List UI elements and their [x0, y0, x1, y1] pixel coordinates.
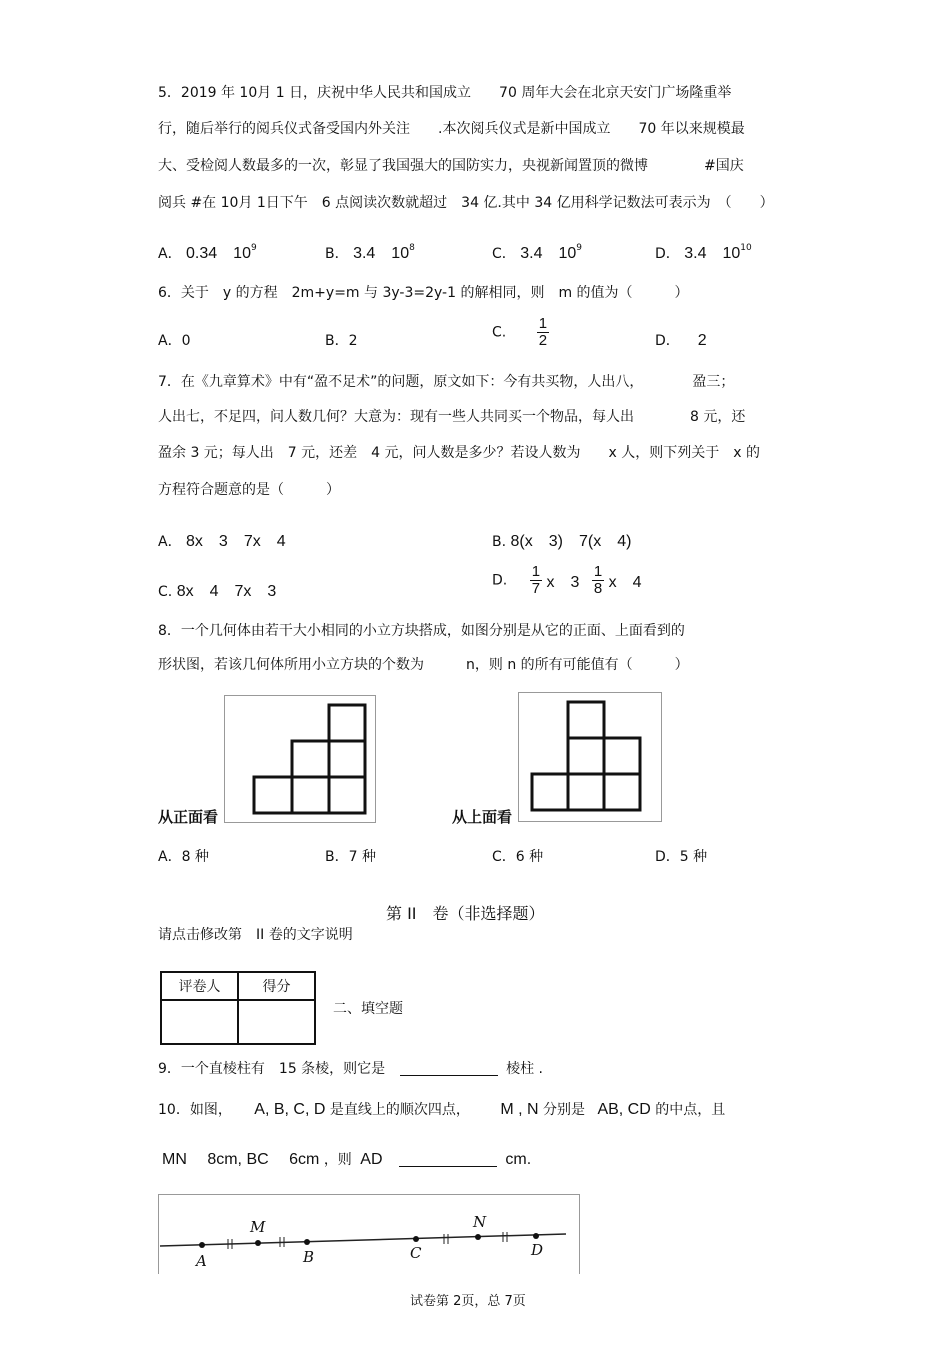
q7-option-c: C. 8x 4 7x 3 — [158, 583, 277, 600]
q8-line1: 8．一个几何体由若干大小相同的小立方块搭成，如图分别是从它的正面、上面看到的 — [158, 623, 685, 639]
top-view-label: 从上面看 — [452, 808, 513, 826]
point-n-label: N — [473, 1213, 487, 1231]
q7-line1: 7．在《九章算术》中有“盈不足术”的问题，原文如下：今有共买物，人出八， 盈三； — [158, 374, 735, 390]
q8-line2: 形状图，若该几何体所用小立方块的个数为 n，则 n 的所有可能值有（ ） — [158, 657, 689, 673]
section-note: 请点击修改第 II 卷的文字说明 — [158, 927, 353, 943]
q8-option-a: A．8 种 — [158, 849, 209, 865]
top-view-figure — [518, 692, 662, 822]
score-table-grader-header: 评卷人 — [161, 972, 238, 1000]
q9-blank — [400, 1075, 498, 1076]
point-b-label: B — [303, 1248, 315, 1266]
q7-line3: 盈余 3 元；每人出 7 元，还差 4 元，问人数是多少？若设人数为 x 人，则下列关于 x 的 — [158, 445, 760, 461]
q5-line2: 行，随后举行的阅兵仪式备受国内外关注 .本次阅兵仪式是新中国成立 70 年以来规模最 — [158, 121, 745, 137]
score-table-grader-cell — [161, 1000, 238, 1044]
score-table-score-header: 得分 — [238, 972, 315, 1000]
q5-line1: 5．2019 年 10月 1 日，庆祝中华人民共和国成立 70 周年大会在北京天安门广场隆重举 — [158, 85, 732, 101]
front-view-figure — [224, 695, 376, 823]
page-footer: 试卷第 2页，总 7页 — [410, 1294, 526, 1309]
q5-line3: 大、受检阅人数最多的一次，彰显了我国强大的国防实力，央视新闻置顶的微博 #国庆 — [158, 158, 744, 174]
q10-line-figure — [158, 1194, 580, 1274]
point-a-label: A — [196, 1252, 207, 1270]
section-title: 第 II 卷（非选择题） — [386, 904, 545, 923]
q7-line4: 方程符合题意的是（ ） — [158, 482, 340, 498]
q6-stem: 6．关于 y 的方程 2m+y=m 与 3y-3=2y-1 的解相同，则 m 的值为（ ） — [158, 285, 689, 301]
q5-option-b: B． 3.4 $10^8$ — [325, 243, 415, 262]
q9-text: 9．一个直棱柱有 15 条棱，则它是 棱柱 . — [158, 1061, 543, 1077]
q10-line2: MN 8cm, BC 6cm ，则 AD cm. — [162, 1151, 532, 1168]
q10-line1: 10．如图， A, B, C, D 是直线上的顺次四点， M , N 分别是 AB, CD 的中点，且 — [158, 1101, 726, 1118]
q5-option-c: C． 3.4 $10^9$ — [492, 243, 583, 262]
q7-option-b: B. 8(x 3) 7(x 4) — [492, 533, 632, 550]
point-d-label: D — [531, 1241, 544, 1259]
q6-option-d: D． 2 — [655, 332, 707, 349]
q5-option-d: D． 3.4 $10^{10}$ — [655, 243, 752, 262]
q10-blank — [399, 1166, 497, 1167]
q7-option-d: D. $\frac{1}{7}$ x 3 $\frac{1}{8}$ x 4 — [492, 563, 642, 597]
score-table — [160, 971, 316, 1045]
q8-option-b: B．7 种 — [325, 849, 376, 865]
fill-in-heading: 二、填空题 — [333, 1001, 403, 1017]
q6-option-b: B．2 — [325, 333, 358, 349]
q7-line2: 人出七，不足四，问人数几何？大意为：现有一些人共同买一个物品，每人出 8 元，还 — [158, 409, 746, 425]
q6-option-c: C. $\frac{1}{2}$ — [492, 315, 548, 349]
point-m-label: M — [250, 1218, 266, 1236]
q8-option-c: C．6 种 — [492, 849, 544, 865]
q7-option-a: A． 8x 3 7x 4 — [158, 533, 286, 550]
q5-option-a: A． 0.34 $10^9$ — [158, 243, 257, 262]
q8-option-d: D．5 种 — [655, 849, 708, 865]
point-c-label: C — [410, 1244, 422, 1262]
front-view-label: 从正面看 — [158, 808, 219, 826]
q6-option-a: A．0 — [158, 333, 191, 349]
q5-line4: 阅兵 #在 10月 1日下午 6 点阅读次数就超过 34 亿.其中 34 亿用科学记数法可表示为 （ ） — [158, 195, 774, 211]
score-table-score-cell — [238, 1000, 315, 1044]
